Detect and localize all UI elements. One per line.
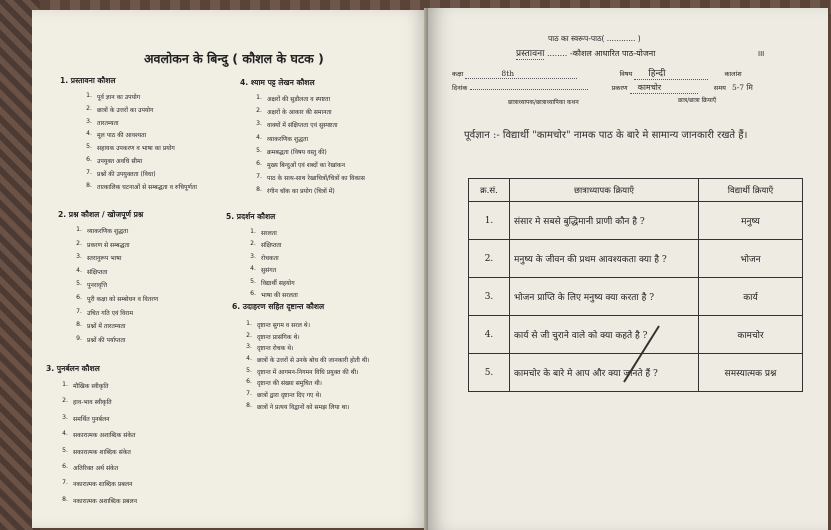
item-text: मौखिक स्वीकृति <box>73 383 109 390</box>
item-number: 8. <box>86 181 92 189</box>
item-text: दृष्टान्त की संख्या समुचित थी। <box>257 380 322 388</box>
item-text: पाठ के साथ-साथ रेखाचित्रों/चित्रों का विकास <box>267 175 365 183</box>
list-item <box>66 280 158 289</box>
subject-label: विषय <box>619 70 633 78</box>
lesson-form-label: पाठ का स्वरूप-पाठ( ............ ) <box>548 34 641 43</box>
teacher-activity-cell: मनुष्य के जीवन की प्रथम आवश्यकता क्या है ? <box>510 240 699 278</box>
item-text: हाव-भाव स्वीकृति <box>73 399 112 407</box>
item-text: नकारात्मक अशाब्दिक प्रबलन <box>73 497 137 505</box>
time-value: 5-7 मि <box>731 83 753 92</box>
date-topic-row <box>452 82 812 94</box>
item-text: सरलता <box>261 230 277 237</box>
section-introduction-skill <box>60 76 197 191</box>
item-text: उचित गति एवं विराम <box>87 309 133 317</box>
prior-knowledge: पूर्वज्ञान :- विद्यार्थी "कामचोर" नामक पाठ के बारे मे सामान्य जानकारी रखते हैं। <box>464 130 748 141</box>
list-item <box>236 390 370 399</box>
item-number: 7. <box>62 479 68 487</box>
item-number: 7. <box>246 390 252 398</box>
item-text: अक्षरों की सुडौलता व स्पष्टता <box>267 96 331 103</box>
item-text: तात्कालिक घटनाओं से सम्बद्धता व रुचिपूर्णता <box>97 183 197 191</box>
item-number: 1. <box>76 226 82 233</box>
list-item <box>246 173 365 182</box>
item-number: 5. <box>246 366 252 374</box>
item-number: 6. <box>86 155 92 163</box>
list-item <box>76 118 197 127</box>
list-item <box>236 320 370 329</box>
list-item <box>76 92 197 101</box>
list-item <box>52 496 137 505</box>
item-text: नकारात्मक शाब्दिक प्रबलन <box>73 481 133 489</box>
item-text: प्रश्नों की उपयुक्तता (विधा) <box>97 170 156 178</box>
table-header-row <box>469 179 803 202</box>
item-number: 3. <box>86 117 92 125</box>
section-heading: 5. प्रदर्शन कौशल <box>226 212 276 221</box>
item-text: संक्षिप्तता <box>87 268 108 276</box>
section-heading: 3. पुनर्बलन कौशल <box>46 364 100 373</box>
serial-cell: 3. <box>469 278 510 316</box>
item-text: पुनरावृत्ति <box>87 282 108 290</box>
item-number: 8. <box>62 495 68 503</box>
list-item <box>52 447 137 456</box>
item-text: सहायक उपकरण व भाषा का प्रयोग <box>97 145 175 153</box>
subject-value: हिन्दी <box>634 66 708 80</box>
item-number: 5. <box>86 143 92 151</box>
student-activity-cell: समस्यात्मक प्रश्न <box>699 354 803 392</box>
item-text: व्याकरणिक शुद्धता <box>267 135 309 143</box>
column-header-teacher-activities: छात्राध्यापक क्रियाएँ <box>510 179 699 202</box>
list-item <box>240 290 298 299</box>
item-number: 1. <box>86 92 92 99</box>
item-number: 4. <box>76 266 82 274</box>
list-item <box>236 378 370 387</box>
page-number: III <box>758 50 765 58</box>
item-number: 1. <box>256 94 262 101</box>
teacher-statement-label: छात्राध्यापक/छात्राध्यापिका कथन <box>508 99 579 106</box>
item-number: 3. <box>250 252 256 260</box>
item-text: सकारात्मक अशाब्दिक संकेत <box>73 432 136 440</box>
item-text: अतिरिक्त अर्थ संकेत <box>73 464 119 472</box>
list-item <box>246 186 365 195</box>
item-text: संक्षिप्तता <box>261 242 282 250</box>
item-text: सुसंगत <box>261 267 277 275</box>
list-item <box>240 240 298 249</box>
table-row <box>469 240 803 278</box>
list-item <box>52 430 137 439</box>
left-page <box>32 10 432 528</box>
item-number: 4. <box>250 265 256 273</box>
list-item <box>66 321 158 330</box>
class-subject-row <box>452 66 812 80</box>
list-item <box>52 479 137 488</box>
item-text: प्रश्नों में तारतम्यता <box>87 323 126 331</box>
list-item <box>246 147 365 156</box>
item-text: प्रकरण से सम्बद्धता <box>87 241 130 249</box>
item-number: 1. <box>246 320 252 327</box>
item-number: 8. <box>76 321 82 329</box>
list-item <box>66 308 158 317</box>
item-number: 2. <box>76 239 82 247</box>
item-number: 8. <box>246 401 252 409</box>
item-number: 6. <box>256 159 262 167</box>
serial-cell: 4. <box>469 316 510 354</box>
list-item <box>246 94 365 103</box>
item-number: 4. <box>256 133 262 141</box>
item-text: मूल पाठ की आवश्यता <box>97 132 147 140</box>
item-text: वाक्यों में संक्षिप्तता एवं सुस्पष्टता <box>267 122 338 130</box>
topic-label: प्रकरण <box>611 84 628 92</box>
serial-cell: 5. <box>469 354 510 392</box>
item-number: 7. <box>86 168 92 176</box>
item-number: 5. <box>256 146 262 154</box>
item-text: छात्रों के उत्तरों से उनके बोध की जानकारी होती थी। <box>257 357 370 365</box>
list-item <box>236 367 370 376</box>
item-text: दृष्टान्त प्रासंगिक थे। <box>257 333 300 341</box>
teacher-activity-cell: संसार मे सबसे बुद्धिमानी प्राणी कौन है ? <box>510 202 699 240</box>
item-text: दृष्टान्त सुगम व सरल थे। <box>257 322 310 329</box>
list-item <box>76 105 197 114</box>
list-item <box>236 355 370 364</box>
item-text: पूरी कक्षा को सम्बोधन व वितरण <box>87 295 159 303</box>
item-number: 7. <box>76 307 82 315</box>
time-label: समय <box>713 84 726 92</box>
item-text: सकारात्मक शाब्दिक संकेत <box>73 448 131 456</box>
item-number: 6. <box>62 462 68 470</box>
list-item <box>66 294 158 303</box>
item-number: 9. <box>76 334 82 342</box>
item-number: 2. <box>86 104 92 112</box>
lesson-plan-type-line <box>516 46 655 59</box>
section-reinforcement-skill <box>46 364 137 505</box>
list-item <box>246 107 365 116</box>
topic-value: कामचोर <box>630 82 698 94</box>
item-text: भाषा की सरलता <box>261 291 298 299</box>
plan-type-value: प्रस्तावना <box>516 49 545 59</box>
item-number: 3. <box>256 120 262 128</box>
item-number: 6. <box>76 293 82 301</box>
serial-cell: 2. <box>469 240 510 278</box>
list-item <box>76 130 197 139</box>
item-text: पूर्व ज्ञान का उपयोग <box>97 94 141 101</box>
item-number: 2. <box>256 107 262 115</box>
table-row <box>469 278 803 316</box>
teacher-activity-cell: भोजन प्राप्ति के लिए मनुष्य क्या करता है ? <box>510 278 699 316</box>
item-number: 2. <box>250 240 256 248</box>
teacher-activity-cell: कार्य से जी चुराने वाले को क्या कहते है ? <box>510 316 699 354</box>
item-number: 3. <box>62 413 68 421</box>
item-number: 5. <box>250 277 256 285</box>
student-activity-cell: कामचोर <box>699 316 803 354</box>
item-number: 3. <box>246 343 252 351</box>
item-number: 5. <box>76 280 82 288</box>
column-header-student-activities: विद्यार्थी क्रियाएँ <box>699 179 803 202</box>
item-number: 3. <box>76 253 82 261</box>
list-item <box>236 343 370 352</box>
date-label: दिनांक <box>452 84 468 92</box>
list-item <box>76 143 197 152</box>
list-item <box>52 381 137 390</box>
item-number: 2. <box>62 397 68 405</box>
section-demonstration-skill <box>226 212 298 299</box>
item-text: छात्रों ने प्रत्यय विद्वानों को समझ लिया था। <box>257 403 350 411</box>
list-item <box>52 463 137 472</box>
list-item <box>66 240 158 249</box>
item-text: तारतम्यता <box>97 119 119 127</box>
student-activity-cell: कार्य <box>699 278 803 316</box>
section-heading: 1. प्रस्तावना कौशल <box>60 76 116 85</box>
item-text: स्तरानुरूप भाषा <box>87 255 122 263</box>
section-heading: 2. प्रश्न कौशल / खोजपूर्ण प्रश्न <box>58 210 144 219</box>
list-item <box>66 253 158 262</box>
item-number: 2. <box>246 331 252 339</box>
section-illustration-skill <box>232 302 370 411</box>
item-number: 1. <box>250 228 256 235</box>
item-text: दृष्टान्त रोचक थे। <box>257 345 294 353</box>
item-number: 6. <box>246 378 252 386</box>
list-item <box>66 335 158 344</box>
list-item <box>236 332 370 341</box>
item-text: क्रमबद्धता (विषय वस्तु की) <box>267 148 327 156</box>
list-item <box>240 228 298 237</box>
list-item <box>246 160 365 169</box>
list-item <box>52 414 137 423</box>
item-text: समर्थित पुनर्बलन <box>73 415 110 423</box>
item-number: 4. <box>246 355 252 363</box>
item-number: 5. <box>62 446 68 454</box>
list-item <box>76 169 197 178</box>
item-text: अक्षरों के आकार की समानता <box>267 109 332 117</box>
item-text: रंगीन चॉक का प्रयोग (चित्रों में) <box>267 188 335 196</box>
list-item <box>240 265 298 274</box>
item-text: रोचकता <box>261 254 279 262</box>
item-text: छात्रों द्वारा दृष्टान्त दिए गए थे। <box>257 392 322 400</box>
student-activity-label: छात्र/छात्रा क्रियाएँ <box>678 97 717 104</box>
item-number: 7. <box>256 173 262 181</box>
list-item <box>52 397 137 406</box>
item-number: 4. <box>86 130 92 138</box>
list-item <box>240 253 298 262</box>
period-label: कालांश <box>724 70 742 78</box>
item-number: 8. <box>256 186 262 194</box>
column-header-serial: क्र.सं. <box>469 179 510 202</box>
section-blackboard-skill <box>240 78 365 195</box>
list-item <box>246 120 365 129</box>
item-text: उपयुक्त अवधि सीमा <box>97 157 143 165</box>
list-item <box>240 278 298 287</box>
list-item <box>76 182 197 191</box>
serial-cell: 1. <box>469 202 510 240</box>
item-text: छात्रों के उत्तरों का उपयोग <box>97 106 154 114</box>
section-heading: 6. उदाहरण सहित दृष्टान्त कौशल <box>232 302 325 311</box>
item-text: विद्यार्थी सहयोग <box>261 279 295 287</box>
list-item <box>76 156 197 165</box>
student-activity-cell: भोजन <box>699 240 803 278</box>
list-item <box>236 402 370 411</box>
item-number: 1. <box>62 381 68 388</box>
list-item <box>66 226 158 235</box>
item-text: प्रश्नों की पर्याप्तता <box>87 336 126 344</box>
table-row <box>469 202 803 240</box>
class-value: 8th <box>465 69 577 79</box>
student-activity-cell: मनुष्य <box>699 202 803 240</box>
list-item <box>66 267 158 276</box>
class-label: कक्षा <box>452 70 464 78</box>
item-text: मुख्य बिन्दुओं एवं शब्दों का रेखांकन <box>267 161 345 169</box>
item-number: 6. <box>250 289 256 297</box>
plan-type-suffix: ........ -कौशल आधारित पाठ-योजना <box>546 49 656 58</box>
item-text: दृष्टान्त में आगमन-निगमन विधि प्रयुक्त की थी। <box>257 368 359 376</box>
right-page <box>428 8 828 530</box>
item-number: 4. <box>62 430 68 438</box>
list-item <box>246 134 365 143</box>
table-row <box>469 316 803 354</box>
section-questioning-skill <box>58 210 158 344</box>
section-heading: 4. श्याम पट्ट लेखन कौशल <box>240 78 315 87</box>
page-title: अवलोकन के बिन्दु ( कौशल के घटक ) <box>144 51 324 66</box>
item-text: व्याकरणिक शुद्धता <box>87 228 129 235</box>
teacher-activity-cell: कामचोर के बारे मे आप और क्या जानते हैं ? <box>510 354 699 392</box>
